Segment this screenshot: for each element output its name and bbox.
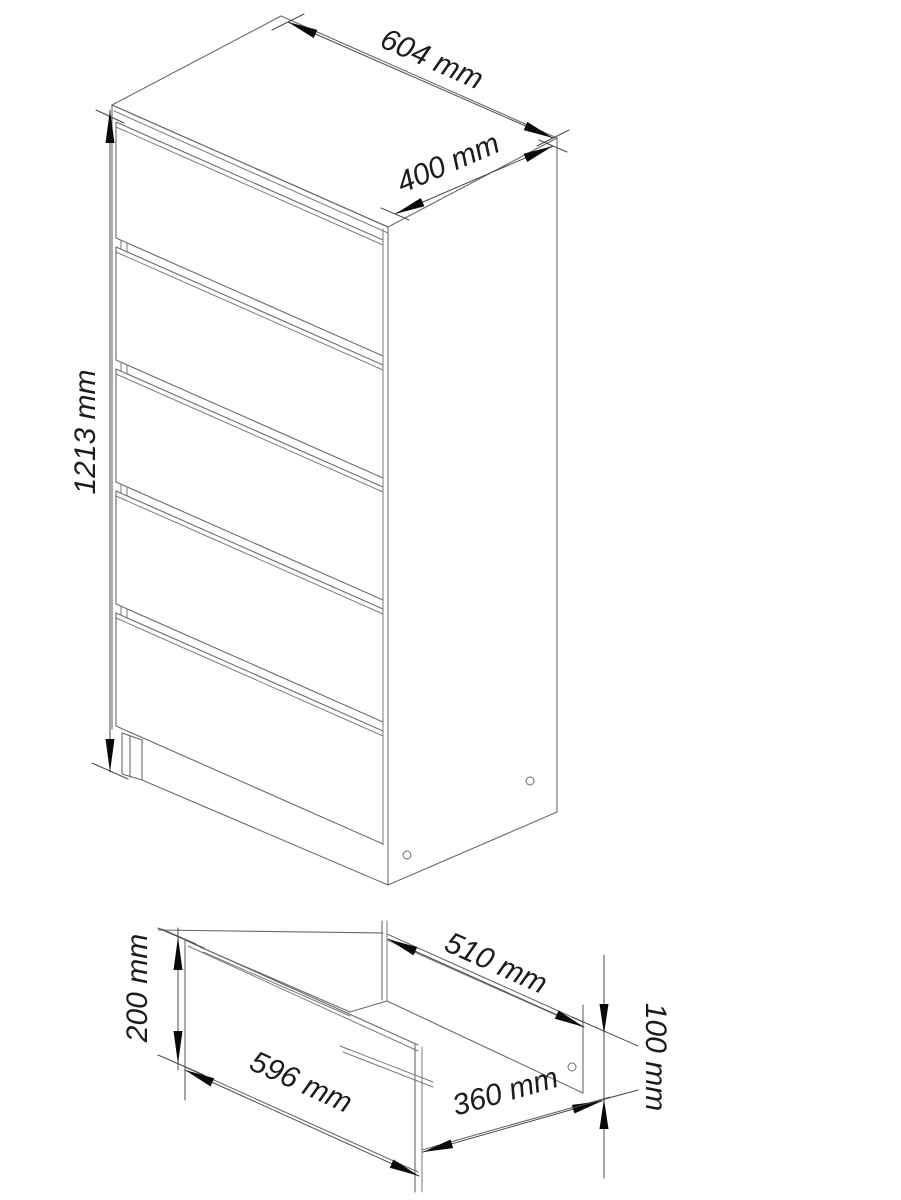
- dim-label-drawer-front-width: 596 mm: [244, 1044, 358, 1120]
- dimension-drawer-side-height: [572, 955, 672, 1178]
- dim-label-cabinet-width: 604 mm: [375, 22, 489, 97]
- dim-label-cabinet-height: 1213 mm: [69, 369, 102, 495]
- dim-label-drawer-bottom-depth: 360 mm: [448, 1061, 563, 1123]
- dimension-cabinet-depth: [381, 127, 567, 220]
- dimension-cabinet-width: [272, 14, 569, 146]
- dimension-drawer-depth: [388, 926, 584, 1027]
- dim-label-drawer-side-height: 100 mm: [639, 1002, 672, 1112]
- dimension-drawer-front-height: [121, 928, 204, 1075]
- cam-hole-icon: [403, 851, 411, 859]
- dim-label-cabinet-depth: 400 mm: [391, 126, 505, 200]
- cam-hole-icon: [526, 777, 534, 785]
- dim-label-drawer-front-height: 200 mm: [121, 933, 154, 1043]
- dimension-drawer-bottom-depth: [423, 1061, 602, 1152]
- dimension-cabinet-height: [69, 110, 128, 779]
- cabinet-top-face: [112, 16, 557, 233]
- cabinet-base: [122, 733, 388, 885]
- cabinet-front-face: [112, 105, 388, 844]
- cam-hole-icon: [568, 1063, 576, 1071]
- cabinet-side-face: [383, 138, 557, 885]
- drawer-detail-view: [158, 921, 610, 1192]
- dim-label-drawer-depth: 510 mm: [439, 926, 553, 1001]
